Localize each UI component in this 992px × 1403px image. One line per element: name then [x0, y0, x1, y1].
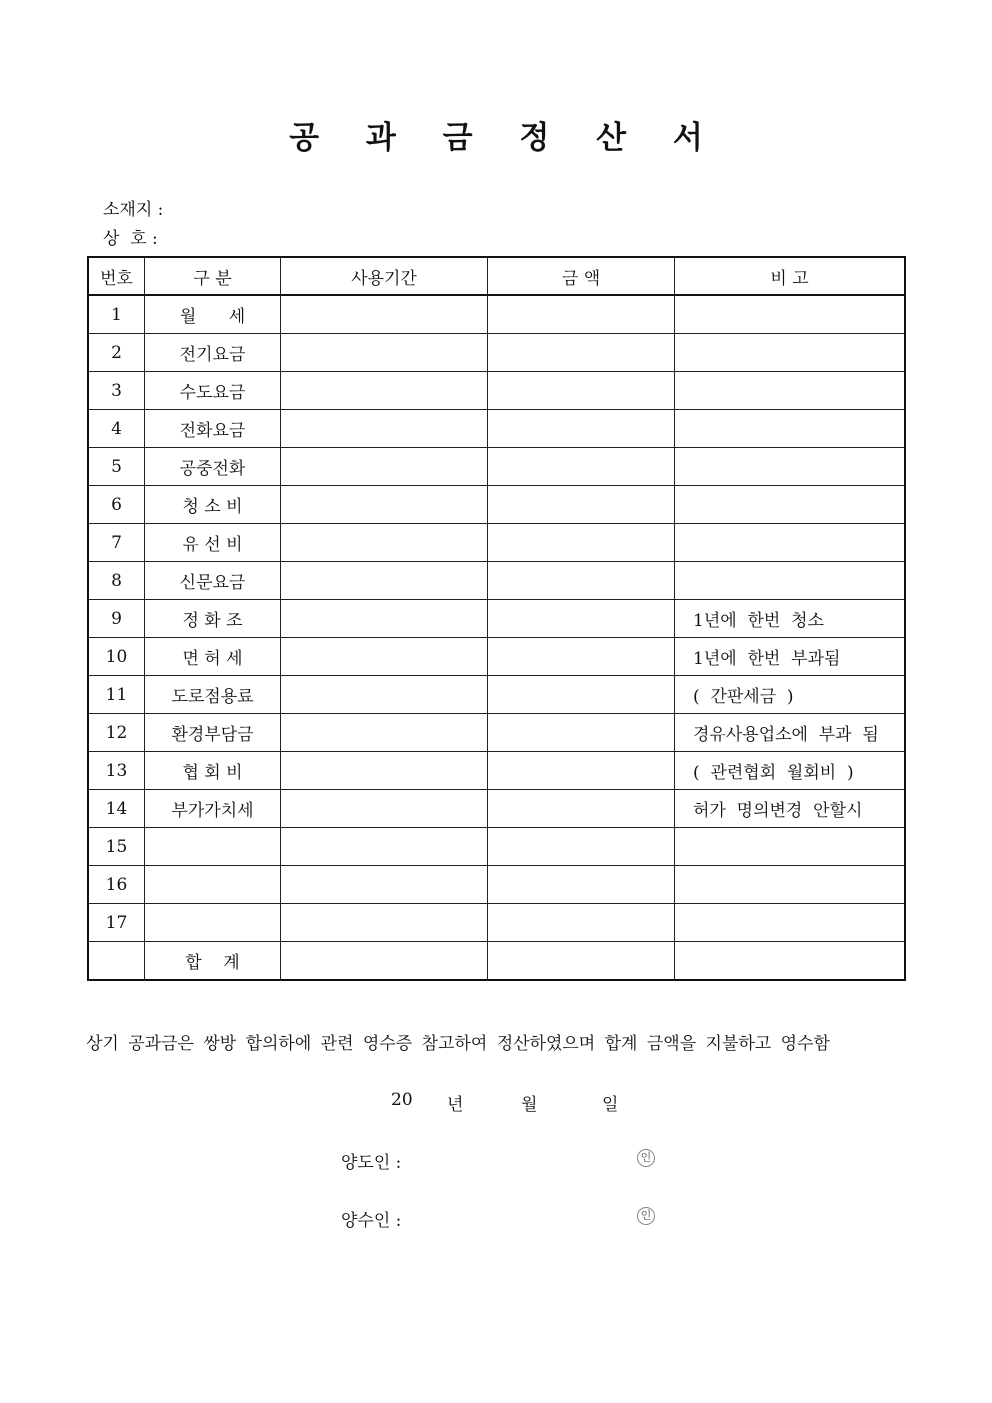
row-amount-cell — [488, 638, 675, 676]
row-period-cell — [281, 752, 488, 790]
row-category: 전기요금 — [145, 334, 281, 372]
row-period-cell — [281, 372, 488, 410]
row-number: 17 — [88, 904, 145, 942]
row-note: ( 관련협회 월회비 ) — [675, 752, 906, 790]
table-row — [88, 828, 905, 866]
row-period-cell — [281, 866, 488, 904]
utility-settlement-table — [87, 256, 906, 981]
table-row — [88, 638, 905, 676]
row-period-cell — [281, 562, 488, 600]
row-note — [675, 562, 906, 600]
header-amount: 금 액 — [488, 257, 675, 295]
header-category: 구 분 — [145, 257, 281, 295]
row-number: 9 — [88, 600, 145, 638]
table-row — [88, 448, 905, 486]
row-period-cell — [281, 524, 488, 562]
table-row — [88, 790, 905, 828]
row-period-cell — [281, 410, 488, 448]
date-month-unit: 월 — [521, 1095, 538, 1115]
row-number: 7 — [88, 524, 145, 562]
total-note-cell — [675, 942, 906, 981]
row-period-cell — [281, 828, 488, 866]
date-year: 20 — [391, 1090, 413, 1110]
row-amount-cell — [488, 790, 675, 828]
table-header-row — [88, 257, 905, 295]
row-amount-cell — [488, 410, 675, 448]
row-period-cell — [281, 600, 488, 638]
row-amount-cell — [488, 524, 675, 562]
row-category: 신문요금 — [145, 562, 281, 600]
row-number: 14 — [88, 790, 145, 828]
row-amount-cell — [488, 295, 675, 334]
row-number: 15 — [88, 828, 145, 866]
row-note — [675, 486, 906, 524]
table-row — [88, 372, 905, 410]
transferor-label: 양도인 : — [341, 1153, 402, 1173]
row-note — [675, 372, 906, 410]
row-amount-cell — [488, 600, 675, 638]
location-label: 소재지 : — [103, 200, 164, 220]
row-note: 1년에 한번 부과됨 — [675, 638, 906, 676]
row-number: 8 — [88, 562, 145, 600]
row-category: 도로점용료 — [145, 676, 281, 714]
total-period-cell — [281, 942, 488, 981]
row-note — [675, 448, 906, 486]
row-amount-cell — [488, 562, 675, 600]
row-amount-cell — [488, 448, 675, 486]
table-row — [88, 410, 905, 448]
shop-name-label: 상 호 : — [103, 229, 158, 249]
row-number: 2 — [88, 334, 145, 372]
transferee-seal-icon: 인 — [637, 1207, 655, 1225]
row-number: 1 — [88, 295, 145, 334]
row-category: 정 화 조 — [145, 600, 281, 638]
row-note: 허가 명의변경 안할시 — [675, 790, 906, 828]
header-no: 번호 — [88, 257, 145, 295]
total-row — [88, 942, 905, 981]
row-number: 10 — [88, 638, 145, 676]
row-period-cell — [281, 904, 488, 942]
row-note — [675, 334, 906, 372]
row-amount-cell — [488, 372, 675, 410]
table-row — [88, 752, 905, 790]
row-note — [675, 828, 906, 866]
row-number: 4 — [88, 410, 145, 448]
row-note: ( 간판세금 ) — [675, 676, 906, 714]
row-category: 청 소 비 — [145, 486, 281, 524]
row-number: 13 — [88, 752, 145, 790]
row-category: 공중전화 — [145, 448, 281, 486]
row-note — [675, 866, 906, 904]
table-row — [88, 295, 905, 334]
row-amount-cell — [488, 752, 675, 790]
settlement-statement: 상기 공과금은 쌍방 합의하에 관련 영수증 참고하여 정산하였으며 합계 금액을 지불하고 영수함 — [86, 1034, 830, 1054]
row-amount-cell — [488, 904, 675, 942]
table-row — [88, 866, 905, 904]
date-year-unit: 년 — [447, 1095, 464, 1115]
row-number: 5 — [88, 448, 145, 486]
row-note: 경유사용업소에 부과 됨 — [675, 714, 906, 752]
row-category — [145, 866, 281, 904]
date-day-unit: 일 — [602, 1095, 619, 1115]
row-note — [675, 295, 906, 334]
header-note: 비 고 — [675, 257, 906, 295]
table-row — [88, 600, 905, 638]
header-period: 사용기간 — [281, 257, 488, 295]
row-period-cell — [281, 676, 488, 714]
row-category: 월 세 — [145, 295, 281, 334]
row-period-cell — [281, 486, 488, 524]
row-period-cell — [281, 334, 488, 372]
total-amount-cell — [488, 942, 675, 981]
table-row — [88, 904, 905, 942]
table-row — [88, 486, 905, 524]
row-category — [145, 828, 281, 866]
total-number-cell — [88, 942, 145, 981]
row-amount-cell — [488, 866, 675, 904]
row-category — [145, 904, 281, 942]
row-amount-cell — [488, 714, 675, 752]
row-amount-cell — [488, 486, 675, 524]
row-category: 면 허 세 — [145, 638, 281, 676]
document-title: 공 과 금 정 산 서 — [289, 120, 721, 156]
row-period-cell — [281, 714, 488, 752]
table-row — [88, 676, 905, 714]
row-note — [675, 524, 906, 562]
table-row — [88, 714, 905, 752]
row-period-cell — [281, 295, 488, 334]
row-period-cell — [281, 448, 488, 486]
row-amount-cell — [488, 828, 675, 866]
row-note: 1년에 한번 청소 — [675, 600, 906, 638]
row-category: 부가가치세 — [145, 790, 281, 828]
table-body — [88, 295, 905, 980]
table-row — [88, 562, 905, 600]
row-number: 12 — [88, 714, 145, 752]
row-number: 3 — [88, 372, 145, 410]
row-category: 전화요금 — [145, 410, 281, 448]
row-number: 11 — [88, 676, 145, 714]
row-note — [675, 904, 906, 942]
row-category: 협 회 비 — [145, 752, 281, 790]
row-category: 환경부담금 — [145, 714, 281, 752]
row-number: 16 — [88, 866, 145, 904]
row-category: 유 선 비 — [145, 524, 281, 562]
transferor-seal-icon: 인 — [637, 1149, 655, 1167]
row-number: 6 — [88, 486, 145, 524]
row-period-cell — [281, 790, 488, 828]
total-label: 합 계 — [145, 942, 281, 981]
row-note — [675, 410, 906, 448]
row-category: 수도요금 — [145, 372, 281, 410]
row-amount-cell — [488, 334, 675, 372]
table-row — [88, 524, 905, 562]
row-period-cell — [281, 638, 488, 676]
row-amount-cell — [488, 676, 675, 714]
table-row — [88, 334, 905, 372]
transferee-label: 양수인 : — [341, 1211, 402, 1231]
